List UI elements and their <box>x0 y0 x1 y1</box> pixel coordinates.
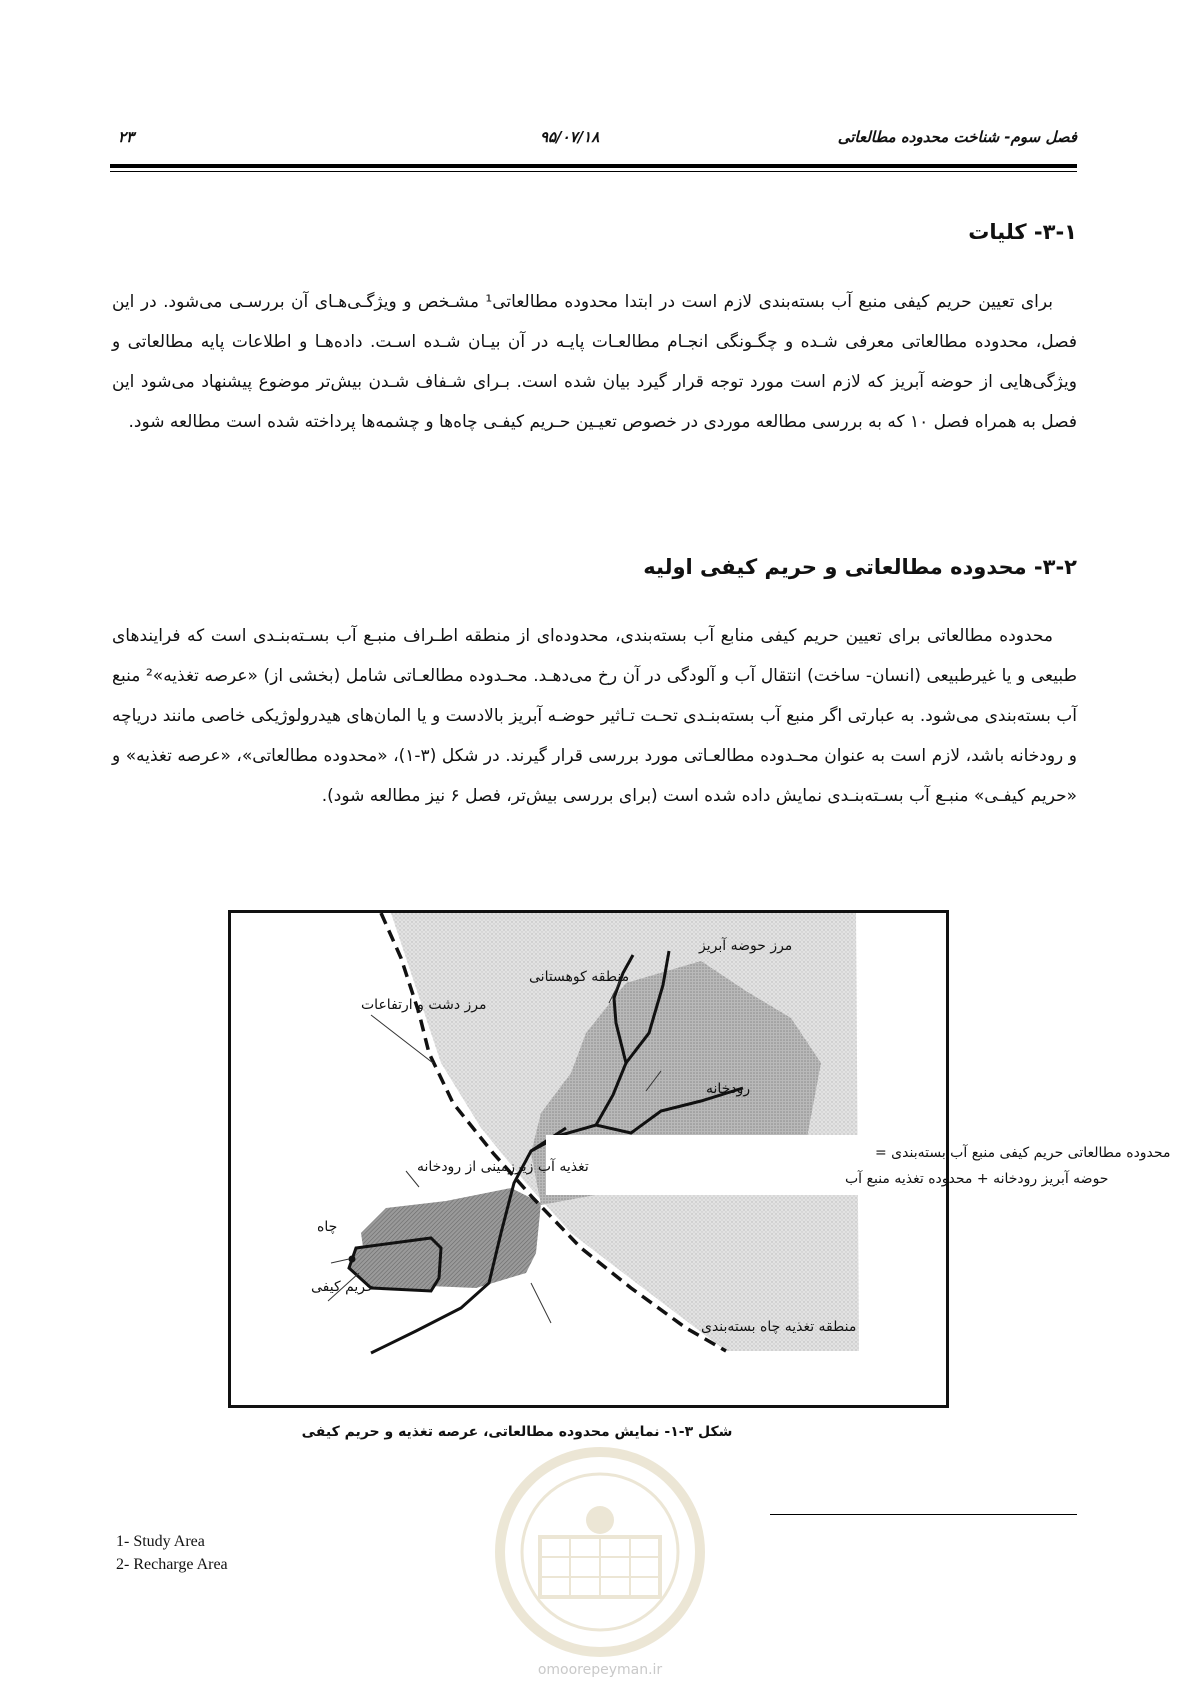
section-paragraph-study-area <box>112 616 1077 816</box>
watermark-text: omoorepeyman.ir <box>537 1662 663 1678</box>
label-mountain-zone: منطقه کوهستانی <box>529 969 630 985</box>
well-marker <box>349 1256 356 1263</box>
footnote-1: 1- Study Area <box>116 1533 205 1550</box>
section-paragraph-general <box>112 282 1077 442</box>
figure-study-area-diagram <box>228 910 1171 1408</box>
header-date: ۹۵/۰۷/۱۸ <box>540 128 600 146</box>
section-heading-study-area: ۳-۲- محدوده مطالعاتی و حریم کیفی اولیه <box>643 555 1077 579</box>
label-well-recharge-zone: منطقه تغذیه چاه بسته‌بندی <box>701 1319 857 1335</box>
label-study-area-line2: حوضه آبریز رودخانه + محدوده تغذیه منبع آب <box>845 1171 1109 1187</box>
watermark-seal-icon <box>485 1432 715 1672</box>
footnotes <box>116 1530 228 1576</box>
footnote-2: 2- Recharge Area <box>116 1556 228 1573</box>
label-quality-zone: حریم کیفی <box>311 1279 375 1295</box>
label-study-area-line1: محدوده مطالعاتی حریم کیفی منبع آب بسته‌بندی = <box>875 1145 1171 1161</box>
label-plain-boundary: مرز دشت و ارتفاعات <box>361 997 487 1013</box>
header-rule-thick <box>110 164 1077 168</box>
label-recharge-from-river: تغذیه آب زیرزمینی از رودخانه <box>417 1159 589 1175</box>
header-rule-thin <box>110 171 1077 172</box>
label-well: چاه <box>317 1219 338 1235</box>
paragraph-text: محدوده مطالعاتی برای تعیین حریم کیفی منابع آب بسته‌بندی، محدوده‌ای از منطقه اطـراف منبـع آب بسـته‌بنـدی است که فرایندهای طبیعی و یا غیرطبیعی (انسان- ساخت) انتقال آب و آلودگی در آن رخ می‌دهـد. محـدوده مطالعـاتی شامل (بخشی از) «عرصه تغذیه»² منبع آب بسته‌بندی می‌شود. به عبارتی اگر منبع آب بسته‌بنـدی تحـت تـاثیر حوضـه آبریز بالادست و یا المان‌های هیدرولوژیکی خاصی مانند دریاچه و رودخانه باشد، لازم است به عنوان محـدوده مطالعـاتی مورد بررسی قرار گیرند. در شکل (۳-۱)، «محدوده مطالعاتی»، «عرصه تغذیه» و «حریم کیفـی» منبـع آب بسـته‌بنـدی نمایش داده شده است (برای بررسی بیش‌تر، فصل ۶ نیز مطالعه شود). <box>112 626 1077 806</box>
label-basin-boundary: مرز حوضه آبریز <box>699 938 793 954</box>
chapter-title: فصل سوم- شناخت محدوده مطالعاتی <box>837 128 1077 146</box>
label-river: رودخانه <box>706 1081 751 1097</box>
page-number: ۲۳ <box>118 128 135 146</box>
paragraph-text: برای تعیین حریم کیفی منبع آب بسته‌بندی لازم است در ابتدا محدوده مطالعاتی¹ مشـخص و ویژگـی‌هـای آن بررسـی می‌شود. در این فصل، محدوده مطالعاتی معرفی شـده و چگـونگی انجـام مطالعـات پایـه در آن بیـان شـده اسـت. داده‌هـا و اطلاعات پایه مطالعاتی و ویژگی‌هایی از حوضه آبریز که لازم است مورد توجه قرار گیرد بیان شده است. بـرای شـفاف شـدن بیش‌تر موضوع پیشنهاد می‌شود این فصل به همراه فصل ۱۰ که به بررسی مطالعه موردی در خصوص تعیـین حـریم کیفـی چاه‌ها و چشمه‌ها پرداخته شده است مطالعه شود. <box>112 292 1077 432</box>
running-header <box>110 128 1077 160</box>
study-area-callout-box <box>546 1135 876 1195</box>
figure-caption: شکل ۳-۱- نمایش محدوده مطالعاتی، عرصه تغذیه و حریم کیفی <box>301 1424 733 1440</box>
section-heading-general: ۳-۱- کلیات <box>968 220 1077 244</box>
footnote-rule <box>770 1514 1077 1515</box>
